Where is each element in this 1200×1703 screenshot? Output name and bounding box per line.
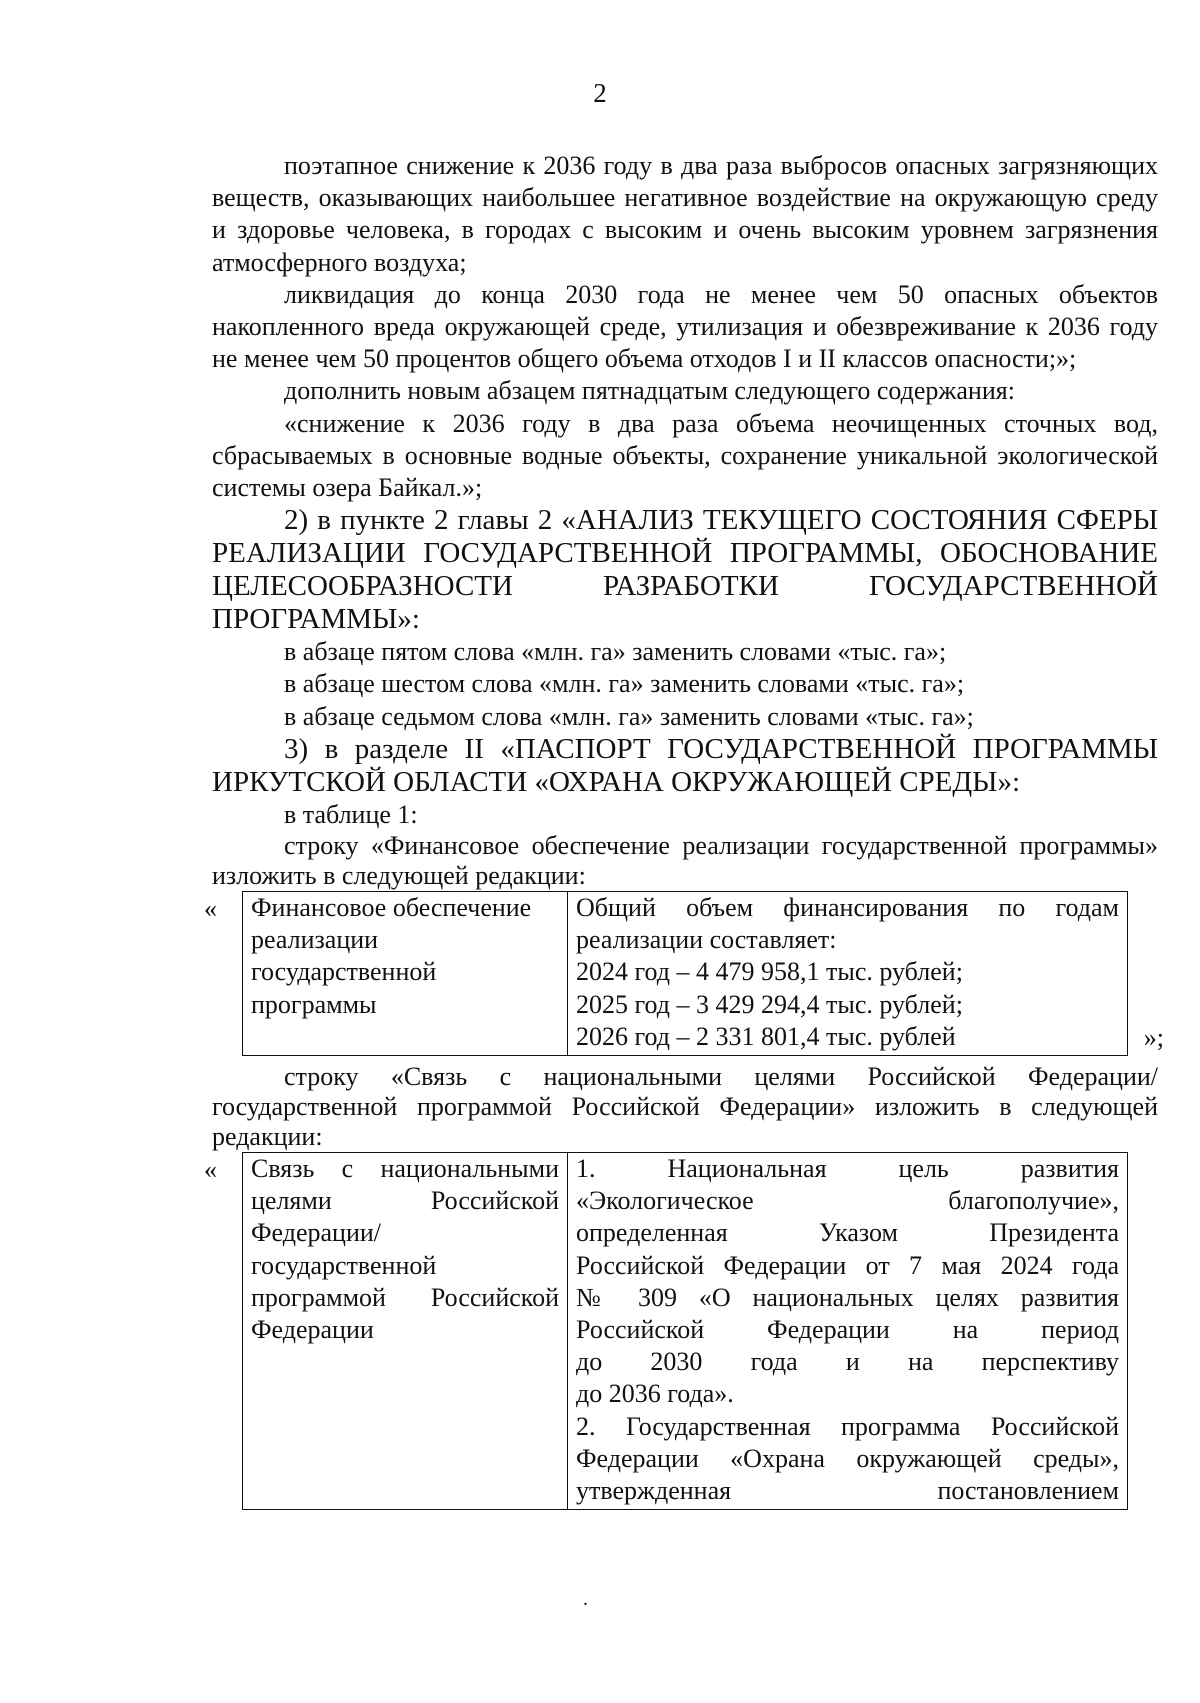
- page-number: 2: [593, 78, 607, 108]
- paragraph-national-goals-row: строку «Связь с национальными целями Российской Федерации/ государственной программой Российской Федерации» изложить в следующей редакции:: [212, 1062, 1158, 1152]
- table-row: [243, 892, 1128, 1056]
- label-line: Финансовое обеспечение: [251, 893, 532, 923]
- label-line: реализации: [251, 925, 379, 955]
- national-goals-value-cell: [568, 1153, 1128, 1510]
- value-line: Российской Федерации на период: [576, 1315, 1119, 1345]
- value-line: 1. Национальная цель развития: [576, 1154, 1119, 1184]
- paragraph-financing-row: строку «Финансовое обеспечение реализации государственной программы» изложить в следующей редакции:: [212, 831, 1158, 891]
- national-goals-label-cell: [243, 1153, 568, 1510]
- financing-value-cell: [568, 892, 1128, 1056]
- national-goals-table-block: [204, 1152, 1158, 1510]
- label-line: программы: [251, 989, 377, 1019]
- table-row: [243, 1153, 1128, 1510]
- document-body: [204, 150, 1164, 1510]
- financing-table: [242, 891, 1128, 1056]
- value-line: 2024 год – 4 479 958,1 тыс. рублей;: [576, 957, 963, 987]
- value-line: 2. Государственная программа Российской: [576, 1411, 1119, 1441]
- paragraph-fifth: в абзаце пятом слова «млн. га» заменить словами «тыс. га»;: [284, 637, 947, 667]
- value-line: Федерации «Охрана окружающей среды»,: [576, 1443, 1119, 1473]
- financing-table-block: [204, 891, 1164, 1056]
- label-line: государственной: [251, 957, 437, 987]
- financing-label-cell: [243, 892, 568, 1056]
- label-text: Связь с национальными целями Российской Федерации/государственной программой Российской Федерации: [251, 1154, 559, 1345]
- value-line: утвержденная постановлением: [576, 1476, 1119, 1506]
- paragraph-add-fifteenth: дополнить новым абзацем пятнадцатым следующего содержания:: [284, 376, 1015, 406]
- footer-mark: .: [583, 1588, 588, 1610]
- quote-close: »;: [1143, 1022, 1164, 1052]
- paragraph-chapter-2: 2) в пункте 2 главы 2 «АНАЛИЗ ТЕКУЩЕГО СОСТОЯНИЯ СФЕРЫ РЕАЛИЗАЦИИ ГОСУДАРСТВЕННОЙ ПРОГРАММЫ, ОБОСНОВАНИЕ ЦЕЛЕСООБРАЗНОСТИ РАЗРАБОТКИ ГОСУДАРСТВЕННОЙ ПРОГРАММЫ»:: [212, 504, 1158, 636]
- value-line: реализации составляет:: [576, 925, 837, 955]
- value-line: до 2036 года».: [576, 1379, 734, 1409]
- value-line: до 2030 года и на перспективу: [576, 1347, 1119, 1377]
- value-line: 2025 год – 3 429 294,4 тыс. рублей;: [576, 989, 963, 1019]
- value-line: Общий объем финансирования по годам: [576, 893, 1119, 923]
- value-line: № 309 «О национальных целях развития: [576, 1282, 1119, 1312]
- paragraph-section-ii: 3) в разделе II «ПАСПОРТ ГОСУДАРСТВЕННОЙ ПРОГРАММЫ ИРКУТСКОЙ ОБЛАСТИ «ОХРАНА ОКРУЖАЮЩЕЙ СРЕДЫ»:: [212, 732, 1158, 798]
- paragraph-sixth: в абзаце шестом слова «млн. га» заменить словами «тыс. га»;: [284, 669, 965, 699]
- value-line: определенная Указом Президента: [576, 1218, 1119, 1248]
- paragraph-baikal: «снижение к 2036 году в два раза объема неочищенных сточных вод, сбрасываемых в основные водные объекты, сохранение уникальной экологической системы озера Байкал.»;: [212, 408, 1158, 503]
- paragraph-waste: ликвидация до конца 2030 года не менее чем 50 опасных объектов накопленного вреда окружающей среде, утилизация и обезвреживание к 2036 году не менее чем 50 процентов общего объема отходов I и II классов опасности;»;: [212, 279, 1158, 374]
- paragraph-seventh: в абзаце седьмом слова «млн. га» заменить словами «тыс. га»;: [284, 701, 974, 731]
- value-line: 2026 год – 2 331 801,4 тыс. рублей: [576, 1021, 956, 1051]
- value-line: «Экологическое благополучие»,: [576, 1186, 1119, 1216]
- quote-open: «: [204, 894, 217, 924]
- value-line: Российской Федерации от 7 мая 2024 года: [576, 1250, 1119, 1280]
- paragraph-table-1: в таблице 1:: [284, 799, 418, 829]
- paragraph-emissions: поэтапное снижение к 2036 году в два раза выбросов опасных загрязняющих веществ, оказывающих наибольшее негативное воздействие на окружающую среду и здоровье человека, в городах с высоким и очень высоким уровнем загрязнения атмосферного воздуха;: [212, 151, 1158, 277]
- national-goals-table: [242, 1152, 1128, 1510]
- quote-open: «: [204, 1155, 217, 1185]
